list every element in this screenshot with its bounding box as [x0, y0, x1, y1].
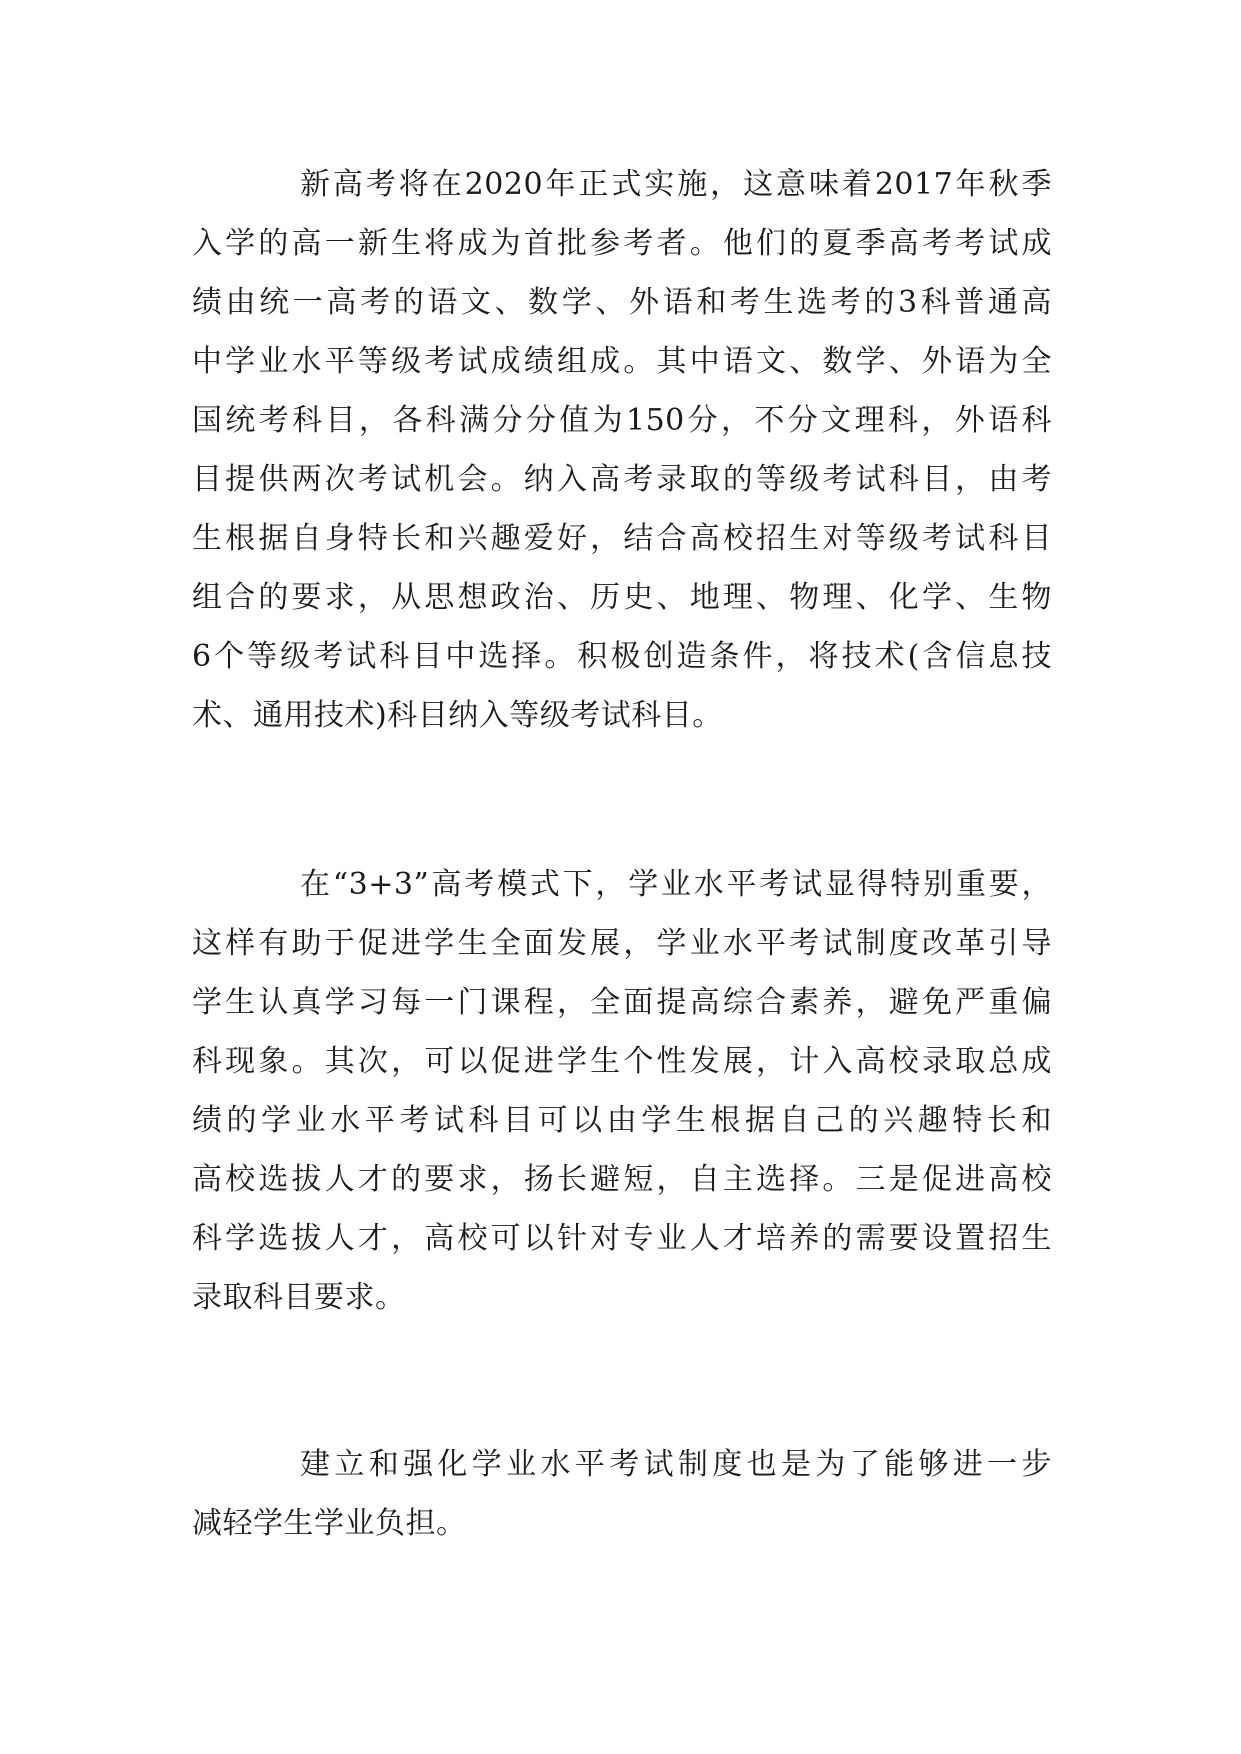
paragraph-line: 在“3+3”高考模式下，学业水平考试显得特别重要，: [300, 867, 1052, 902]
paragraph-line: 组合的要求，从思想政治、历史、地理、物理、化学、生物: [192, 580, 1052, 615]
paragraph-line: 生根据自身特长和兴趣爱好，结合高校招生对等级考试科目: [192, 521, 1052, 556]
paragraph-line: 高校选拔人才的要求，扬长避短，自主选择。三是促进高校: [192, 1162, 1052, 1197]
paragraph-3: [192, 1435, 1052, 1553]
paragraph-line: 6个等级考试科目中选择。积极创造条件，将技术(含信息技: [192, 639, 1052, 674]
paragraph-2: [192, 855, 1052, 1327]
paragraph-line: 科现象。其次，可以促进学生个性发展，计入高校录取总成: [192, 1044, 1052, 1079]
paragraph-1: [192, 155, 1052, 745]
paragraph-line: 入学的高一新生将成为首批参考者。他们的夏季高考考试成: [192, 226, 1052, 261]
paragraph-line: 绩的学业水平考试科目可以由学生根据自己的兴趣特长和: [192, 1103, 1052, 1138]
paragraph-line: 建立和强化学业水平考试制度也是为了能够进一步: [300, 1447, 1052, 1482]
paragraph-line: 目提供两次考试机会。纳入高考录取的等级考试科目，由考: [192, 462, 1052, 497]
paragraph-line: 国统考科目，各科满分分值为150分，不分文理科，外语科: [192, 403, 1052, 438]
paragraph-line: 减轻学生学业负担。: [192, 1506, 467, 1541]
paragraph-line: 这样有助于促进学生全面发展，学业水平考试制度改革引导: [192, 926, 1052, 961]
paragraph-line: 中学业水平等级考试成绩组成。其中语文、数学、外语为全: [192, 344, 1052, 379]
paragraph-line: 科学选拔人才，高校可以针对专业人才培养的需要设置招生: [192, 1221, 1052, 1256]
paragraph-line: 新高考将在2020年正式实施，这意味着2017年秋季: [300, 167, 1052, 202]
paragraph-line: 录取科目要求。: [192, 1280, 406, 1315]
paragraph-line: 术、通用技术)科目纳入等级考试科目。: [192, 698, 723, 733]
paragraph-line: 学生认真学习每一门课程，全面提高综合素养，避免严重偏: [192, 985, 1052, 1020]
paragraph-line: 绩由统一高考的语文、数学、外语和考生选考的3科普通高: [192, 285, 1052, 320]
